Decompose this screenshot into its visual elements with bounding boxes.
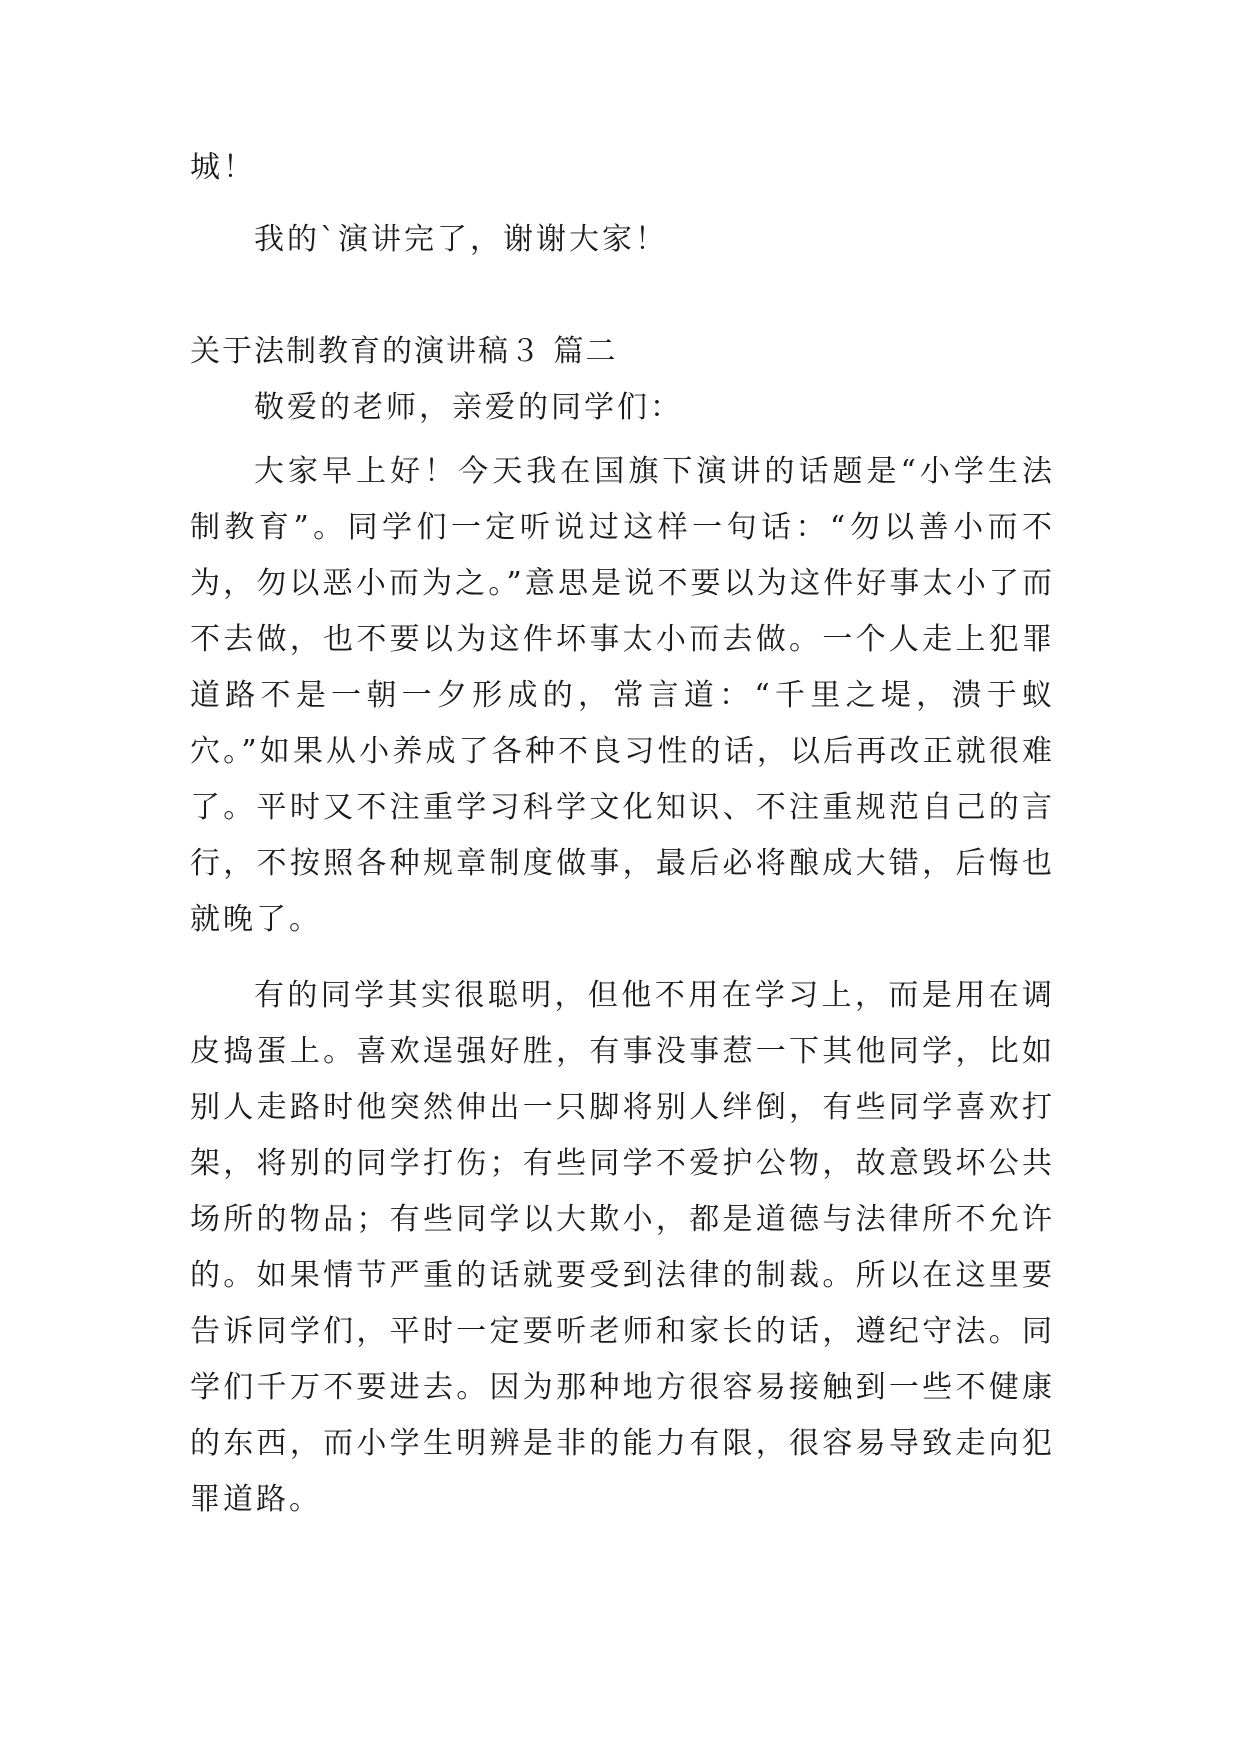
continuation-line: 城！: [190, 150, 256, 185]
body-paragraph-1: 大家早上好！今天我在国旗下演讲的话题是“小学生法制教育”。同学们一定听说过这样一句话：“勿以善小而不为，勿以恶小而为之。”意思是说不要以为这件好事太小了而不去做，也不要以为这件坏事太小而去做。一个人走上犯罪道路不是一朝一夕形成的，常言道：“千里之堤，溃于蚁穴。”如果从小养成了各种不良习性的话，以后再改正就很难了。平时又不注重学习科学文化知识、不注重规范自己的言行，不按照各种规章制度做事，最后必将酿成大错，后悔也就晚了。: [190, 454, 1055, 937]
closing-line: 我的`演讲完了，谢谢大家！: [254, 222, 668, 257]
salutation: 敬爱的老师，亲爱的同学们：: [254, 390, 683, 425]
body-paragraph-2: 有的同学其实很聪明，但他不用在学习上，而是用在调皮捣蛋上。喜欢逞强好胜，有事没事惹一下其他同学，比如别人走路时他突然伸出一只脚将别人绊倒，有些同学喜欢打架，将别的同学打伤；有些同学不爱护公物，故意毁坏公共场所的物品；有些同学以大欺小，都是道德与法律所不允许的。如果情节严重的话就要受到法律的制裁。所以在这里要告诉同学们，平时一定要听老师和家长的话，遵纪守法。同学们千万不要进去。因为那种地方很容易接触到一些不健康的东西，而小学生明辨是非的能力有限，很容易导致走向犯罪道路。: [190, 978, 1055, 1517]
section-title: 关于法制教育的演讲稿３ 篇二: [190, 334, 618, 369]
